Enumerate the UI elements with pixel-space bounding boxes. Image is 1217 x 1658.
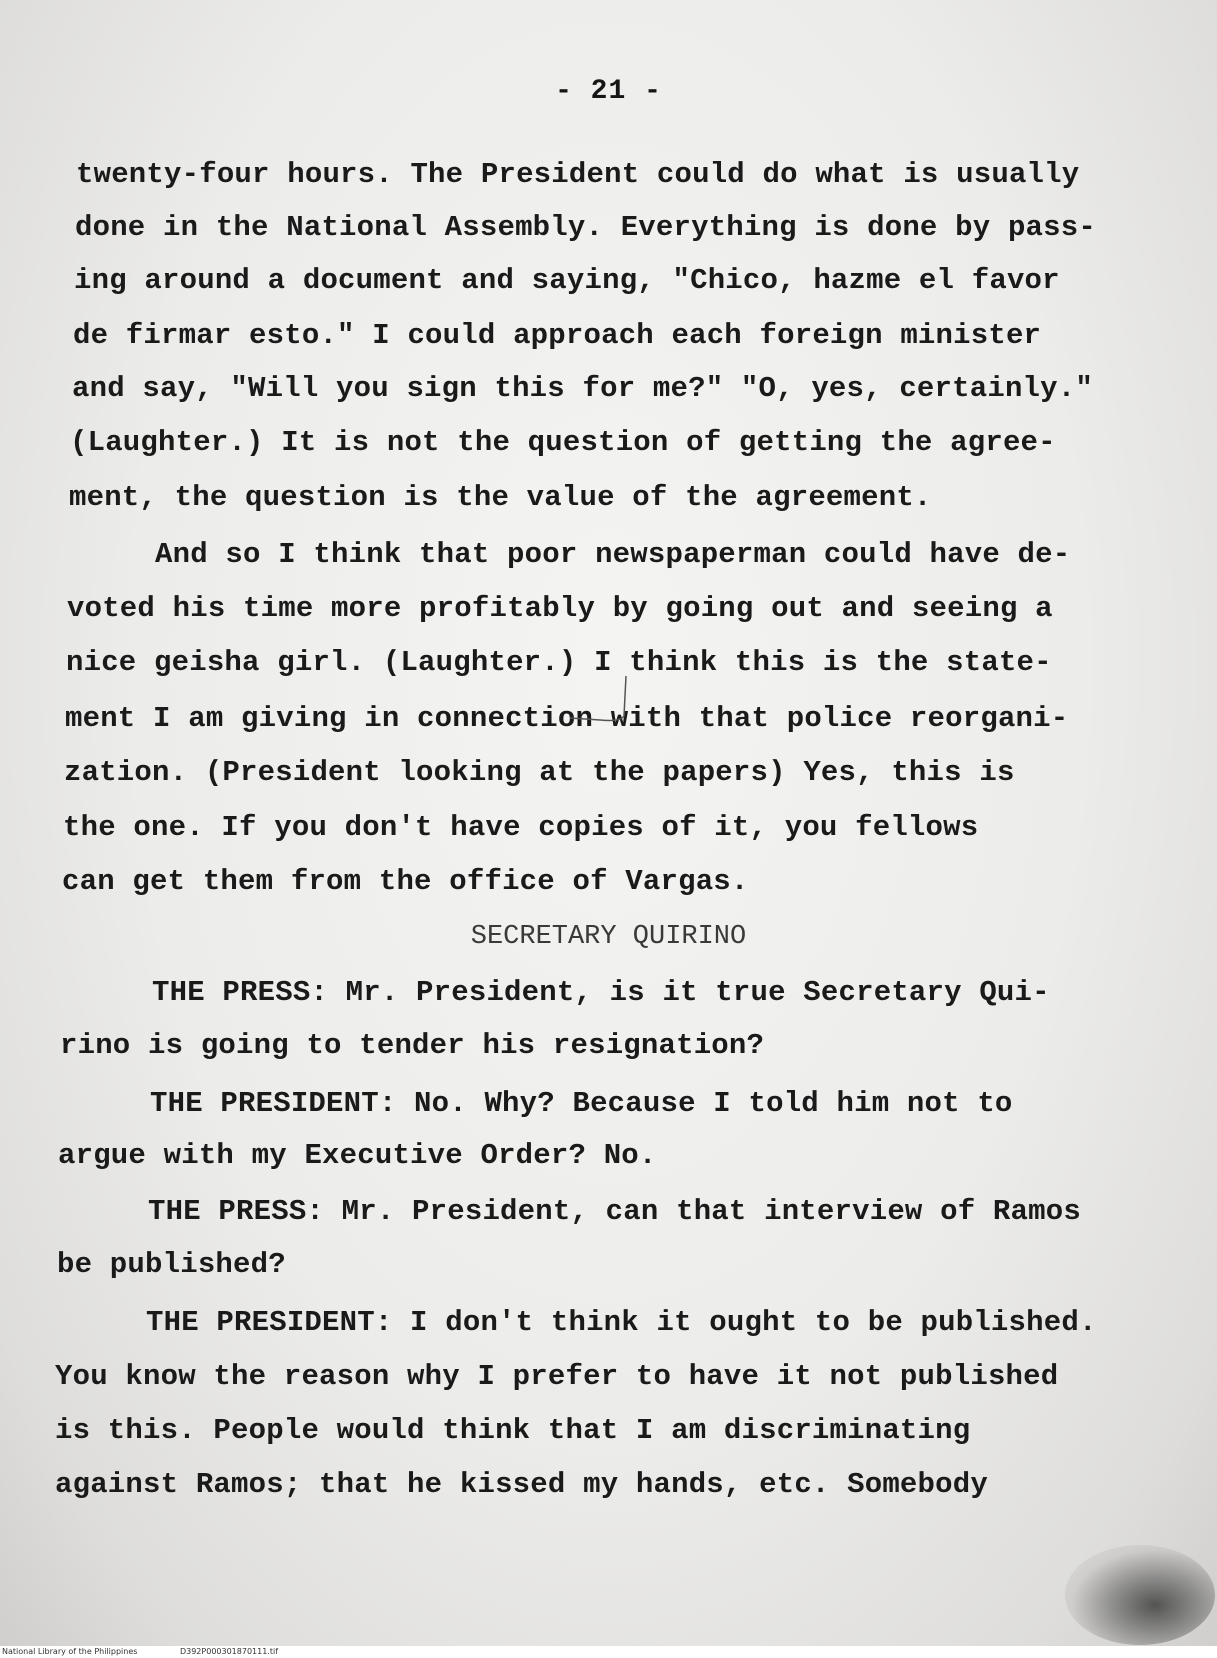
pen-mark [540,672,630,728]
text-line-7: ment, the question is the value of the agreement. [69,481,932,514]
text-line-6: (Laughter.) It is not the question of getting the agree- [70,426,1056,459]
text-line-5: and say, "Will you sign this for me?" "O, yes, certainly." [72,372,1093,405]
text-line-12: zation. (President looking at the papers) Yes, this is [64,756,1015,789]
text-line-3: ing around a document and saying, "Chico, hazme el favor [74,264,1060,297]
text-line-21: THE PRESIDENT: I don't think it ought to be published. [146,1306,1097,1339]
text-line-8: And so I think that poor newspaperman could have de- [155,538,1071,571]
text-line-1: twenty-four hours. The President could do what is usually [76,158,1080,191]
text-line-2: done in the National Assembly. Everything is done by pass- [75,211,1096,244]
text-line-23: is this. People would think that I am discriminating [55,1414,971,1447]
page-number: - 21 - [555,76,662,107]
text-line-10: nice geisha girl. (Laughter.) I think this is the state- [66,646,1052,679]
text-line-17: THE PRESIDENT: No. Why? Because I told him not to [150,1087,1013,1120]
text-line-20: be published? [57,1248,286,1281]
archive-footer [0,1646,1217,1658]
footer-library: National Library of the Philippines [2,1647,138,1656]
text-line-11: ment I am giving in connection with that police reorgani- [65,702,1069,735]
text-line-14: can get them from the office of Vargas. [62,865,749,898]
footer-reference: D392P000301870111.tif [179,1647,279,1656]
text-line-13: the one. If you don't have copies of it, you fellows [63,811,979,844]
text-line-19: THE PRESS: Mr. President, can that interview of Ramos [148,1195,1081,1228]
text-line-18: argue with my Executive Order? No. [58,1139,657,1172]
text-line-15: THE PRESS: Mr. President, is it true Secretary Qui- [152,976,1050,1009]
text-line-24: against Ramos; that he kissed my hands, etc. Somebody [55,1468,988,1501]
text-line-16: rino is going to tender his resignation? [60,1029,765,1062]
text-line-22: You know the reason why I prefer to have it not published [55,1360,1059,1393]
text-line-4: de firmar esto." I could approach each foreign minister [73,319,1042,352]
text-line-9: voted his time more profitably by going out and seeing a [67,592,1053,625]
section-heading: SECRETARY QUIRINO [470,922,747,952]
ink-stain [1065,1545,1215,1645]
